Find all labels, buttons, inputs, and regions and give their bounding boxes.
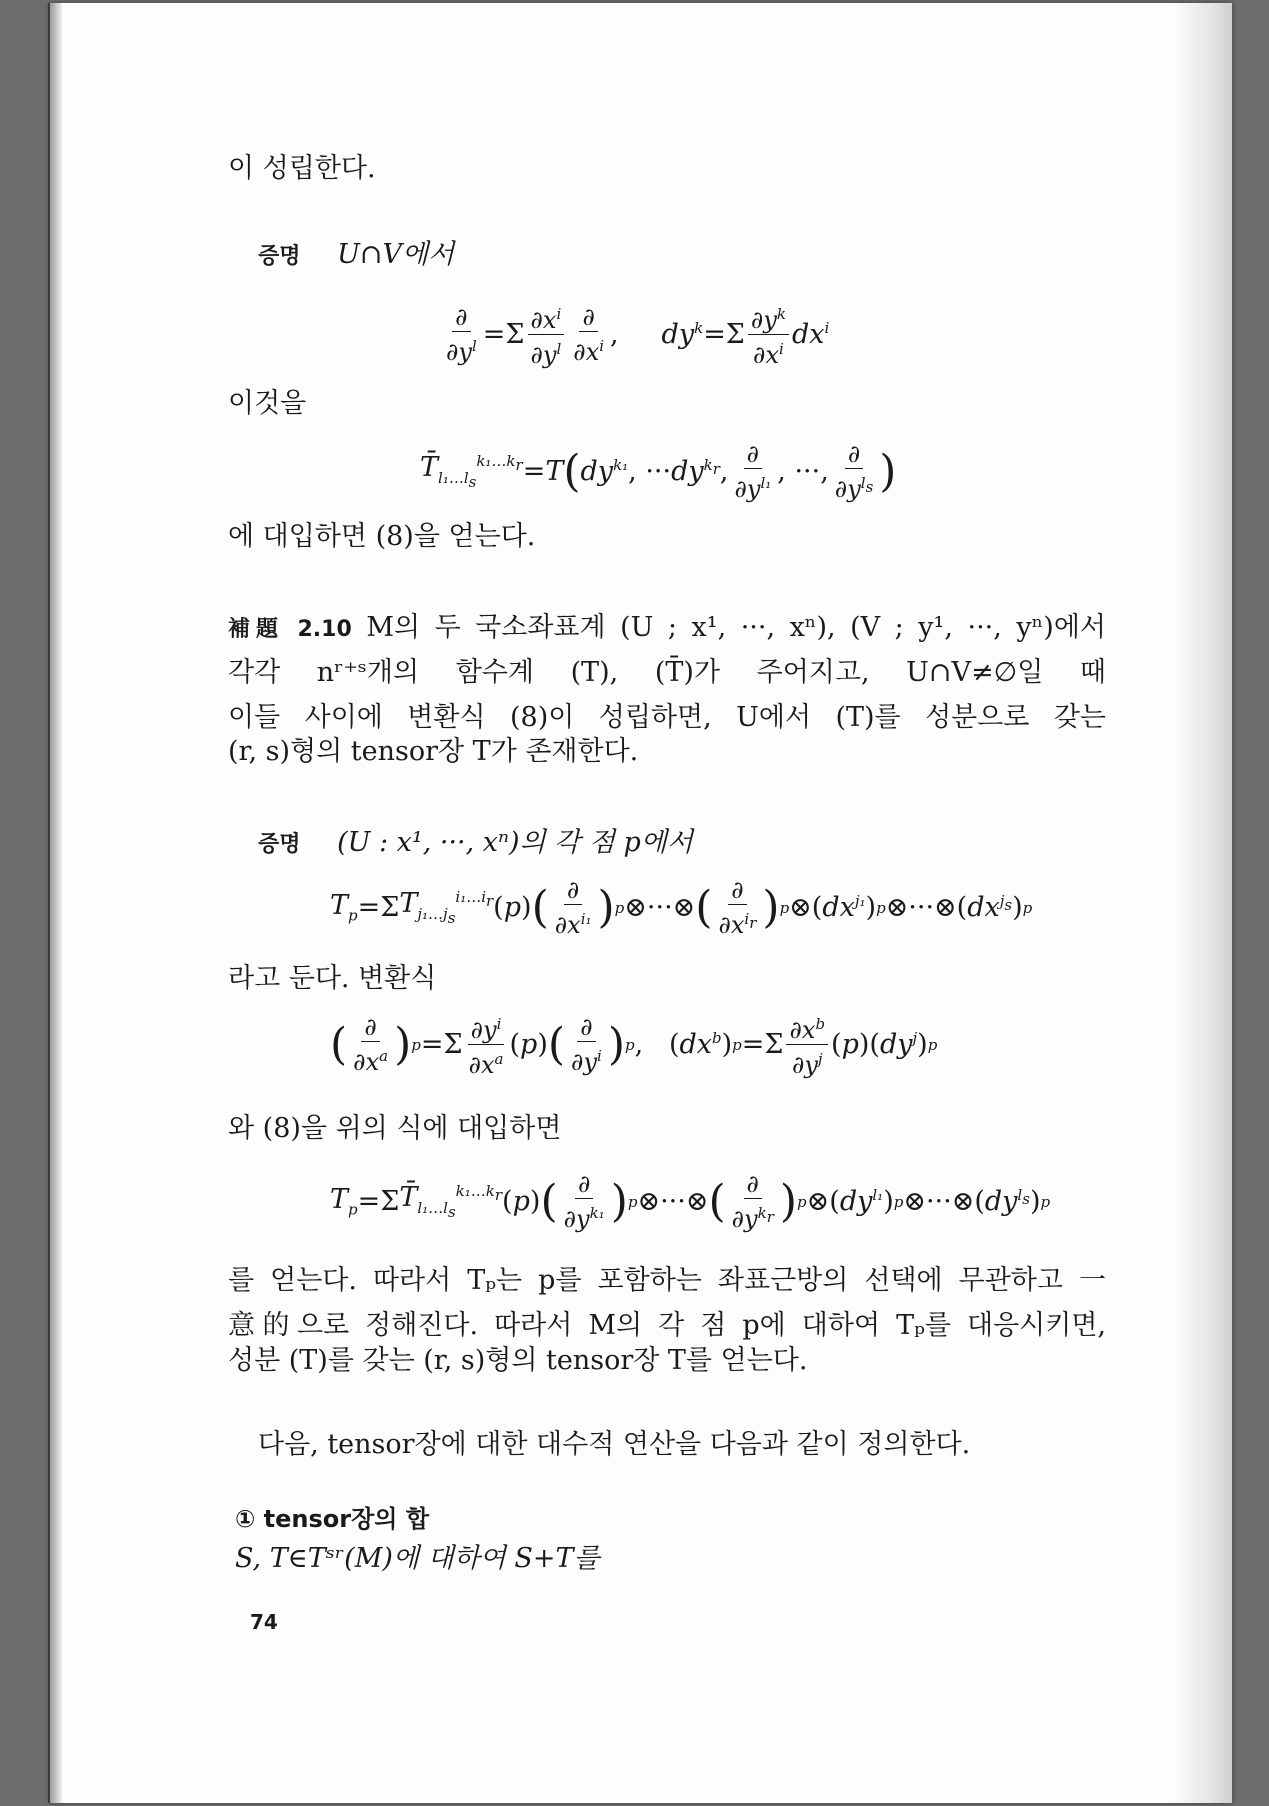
text-line: 이 성립한다.: [228, 153, 376, 184]
proof-label: 증명: [258, 244, 301, 269]
text-line: 意的으로 정해진다. 따라서 M의 각 점 p에 대하여 Tₚ를 대응시키면,: [228, 1310, 1106, 1341]
page-edge-shadow: [1172, 3, 1232, 1803]
proof-label: 증명: [258, 832, 301, 857]
proof-line: [258, 232, 454, 271]
text-line: 와 (8)을 위의 식에 대입하면: [228, 1113, 562, 1144]
page-number: 74: [250, 1610, 278, 1634]
equation-5: $T_p$ =Σ $T̄_{l_1\dots l_s}^{k_1\dots k_r}$ ( p ) ( $\frac{\partial}{\partial y^{k_1}}$ ) p ⊗···⊗ ( $\frac{\partial}{\partial y^{k_r}}$ ) p ⊗( $dy^{l_1}$ ) p ⊗···⊗( $dy^{l_s}$ ) p: [330, 1170, 1051, 1233]
text-line: 를 얻는다. 따라서 Tₚ는 p를 포함하는 좌표근방의 선택에 무관하고 一: [228, 1265, 1106, 1296]
lemma-text-4: (r, s)형의 tensor장 T가 존재한다.: [228, 736, 639, 767]
page-spine-shadow: [50, 3, 62, 1803]
text-line: 라고 둔다. 변환식: [228, 963, 437, 994]
lemma-label: 補題 2.10: [228, 617, 352, 642]
lemma-line: [228, 605, 1106, 644]
proof-text: (U : x¹, ···, xⁿ)의 각 점 p에서: [337, 827, 693, 858]
item-title: ① tensor장의 합: [235, 1505, 430, 1533]
text-line: 다음, tensor장에 대한 대수적 연산을 다음과 같이 정의한다.: [258, 1429, 971, 1460]
equation-2: $T̄_{l_1\dots l_s}^{k_1\dots k_r}$ = T ( $dy^{k_1}$ , ··· $dy^{k_r}$ , $\frac{\partial}{\partial y^{l_1}}$ , ···, $\frac{\partial}{\partial y^{l_s}}$ ): [420, 440, 897, 503]
equation-4: ( $\frac{\partial}{\partial x^a}$ ) p =Σ $\frac{\partial y^i}{\partial x^a}$ ( p ) ( $\frac{\partial}{\partial y^i}$ ) p , ( $dx^b$ ) p =Σ $\frac{\partial x^b}{\partial y^j}$ ( p )( $dy^j$ ) p: [330, 1010, 937, 1079]
equation-3: $T_p$ =Σ $T_{j_1\dots j_s}^{i_1\dots i_r}$ ( p ) ( $\frac{\partial}{\partial x^{i_1}}$ ) p ⊗···⊗ ( $\frac{\partial}{\partial x^{i_r}}$ ) p ⊗( $dx^{j_1}$ ) p ⊗···⊗( $dx^{j_s}$ ) p: [330, 876, 1033, 939]
item-text: S, T∈Tˢʳ(M)에 대하여 S+T를: [235, 1543, 600, 1574]
lemma-text-3: 이들 사이에 변환식 (8)이 성립하면, U에서 (T)를 성분으로 갖는: [228, 702, 1106, 733]
lemma-text-2: 각각 nʳ⁺ˢ개의 함수계 (T), (T̄)가 주어지고, U∩V≠∅일 때: [228, 657, 1106, 688]
proof-line: [258, 820, 693, 859]
text-line: 성분 (T)를 갖는 (r, s)형의 tensor장 T를 얻는다.: [228, 1345, 808, 1376]
equation-1: $\frac{\partial}{\partial y^l}$ =Σ $\frac{\partial x^i}{\partial y^l}$ $\frac{\partial}{\partial x^i}$ , $dy^k$ =Σ $\frac{\partial y^k}{\partial x^i}$ $dx^i$: [440, 300, 829, 369]
proof-text: U∩V에서: [337, 239, 455, 270]
lemma-text-1: M의 두 국소좌표계 (U ; x¹, ···, xⁿ), (V ; y¹, ···, yⁿ)에서: [366, 612, 1106, 643]
text-line: 이것을: [228, 388, 307, 419]
text-line: 에 대입하면 (8)을 얻는다.: [228, 521, 536, 552]
